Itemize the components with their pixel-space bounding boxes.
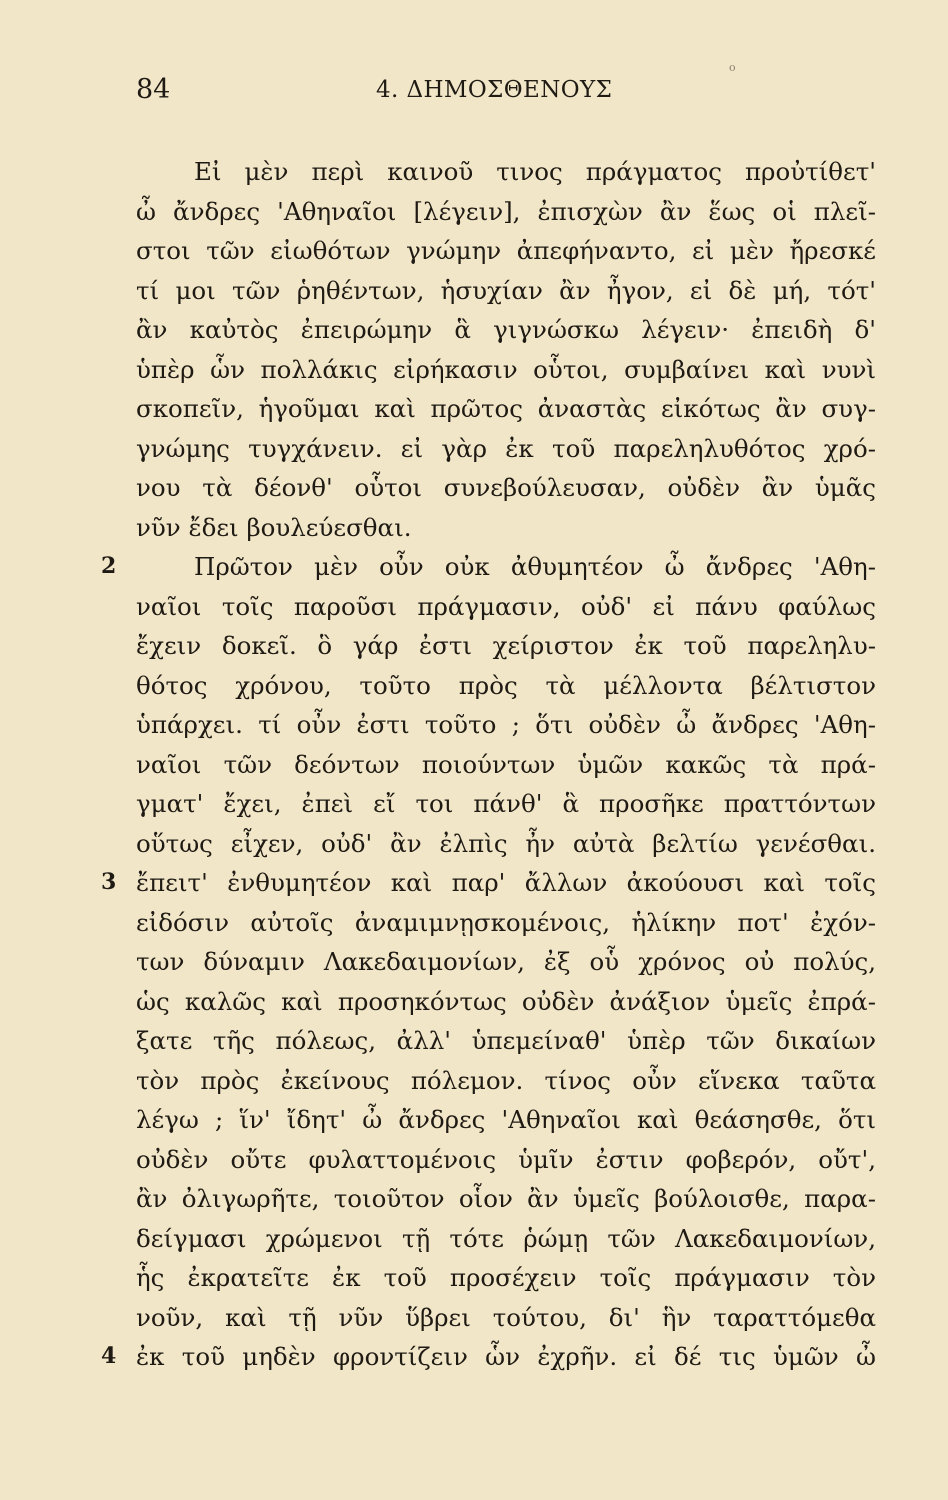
line-text: ἂν ὀλιγωρῆτε, τοιοῦτον οἷον ἂν ὑμεῖς βούλοισθε, παρα- [136, 1184, 876, 1213]
text-line [136, 942, 876, 982]
line-text: ἔχειν δοκεῖ. ὃ γάρ ἐστι χείριστον ἐκ τοῦ παρεληλυ- [136, 631, 876, 660]
text-line [136, 231, 876, 271]
text-line [136, 824, 876, 864]
text-line [136, 666, 876, 706]
line-text: νῦν ἔδει βουλεύεσθαι. [136, 512, 412, 542]
line-text: ναῖοι τῶν δεόντων ποιούντων ὑμῶν κακῶς τὰ πρά- [136, 749, 876, 779]
text-line [136, 982, 876, 1022]
line-text: γνώμης τυγχάνειν. εἰ γὰρ ἐκ τοῦ παρεληλυθότος χρό- [136, 433, 876, 463]
line-text: ἂν καὐτὸς ἐπειρώμην ἃ γιγνώσκω λέγειν· ἐπειδὴ δ' [136, 315, 876, 344]
text-line [136, 1061, 876, 1101]
line-text: ὡς καλῶς καὶ προσηκόντως οὐδὲν ἀνάξιον ὑμεῖς ἐπρά- [136, 986, 876, 1016]
line-text: ὦ ἄνδρες 'Αθηναῖοι [λέγειν], ἐπισχὼν ἂν ἕως οἱ πλεῖ- [136, 196, 876, 226]
text-line [101, 863, 876, 903]
line-text: οὐδὲν οὔτε φυλαττομένοις ὑμῖν ἐστιν φοβερόν, οὔτ', [136, 1144, 876, 1174]
text-line [136, 745, 876, 785]
text-line [136, 429, 876, 469]
section-number: 3 [101, 869, 117, 895]
line-text: νοῦν, καὶ τῇ νῦν ὕβρει τούτου, δι' ἣν ταραττόμεθα [136, 1302, 876, 1332]
text-line [136, 626, 876, 666]
line-text: θότος χρόνου, τοῦτο πρὸς τὰ μέλλοντα βέλτιστον [136, 670, 876, 700]
text-line [136, 1219, 876, 1259]
corner-mark: o [729, 61, 736, 74]
line-text: ἔπειτ' ἐνθυμητέον καὶ παρ' ἄλλων ἀκούουσι καὶ τοῖς [136, 868, 876, 897]
line-text: ἐκ τοῦ μηδὲν φροντίζειν ὧν ἐχρῆν. εἰ δέ τις ὑμῶν ὦ [136, 1342, 876, 1371]
text-line [136, 1298, 876, 1338]
line-text: στοι τῶν εἰωθότων γνώμην ἀπεφήναντο, εἰ μὲν ἤρεσκέ [136, 236, 876, 265]
text-line [136, 705, 876, 745]
line-text: ξατε τῆς πόλεως, ἀλλ' ὑπεμείναθ' ὑπὲρ τῶν δικαίων [136, 1026, 876, 1055]
text-line [136, 1140, 876, 1180]
page-number: 84 [136, 74, 171, 105]
line-text: ναῖοι τοῖς παροῦσι πράγμασιν, οὐδ' εἰ πάνυ φαύλως [136, 591, 876, 621]
body-text [101, 152, 876, 1377]
text-line [136, 468, 876, 508]
text-line [101, 547, 876, 587]
line-text: ὑπάρχει. τί οὖν ἐστι τοῦτο ; ὅτι οὐδὲν ὦ ἄνδρες 'Αθη- [136, 710, 876, 739]
line-text: γματ' ἔχει, ἐπεὶ εἴ τοι πάνθ' ἃ προσῆκε πραττόντων [136, 789, 876, 818]
line-text: δείγμασι χρώμενοι τῇ τότε ῥώμῃ τῶν Λακεδαιμονίων, [136, 1223, 876, 1253]
line-text: οὕτως εἶχεν, οὐδ' ἂν ἐλπὶς ἦν αὐτὰ βελτίω γενέσθαι. [136, 828, 876, 858]
running-head: 4. ΔΗΜΟΣΘΕΝΟΥΣ [376, 77, 613, 103]
text-line [136, 1179, 876, 1219]
text-line [136, 192, 876, 232]
line-text: εἰδόσιν αὐτοῖς ἀναμιμνῃσκομένοις, ἡλίκην ποτ' ἐχόν- [136, 907, 876, 937]
text-line [136, 1258, 876, 1298]
line-text: λέγω ; ἵν' ἴδητ' ὦ ἄνδρες 'Αθηναῖοι καὶ θεάσησθε, ὅτι [136, 1105, 876, 1134]
text-line [136, 903, 876, 943]
line-text: σκοπεῖν, ἡγοῦμαι καὶ πρῶτος ἀναστὰς εἰκότως ἂν συγ- [136, 394, 876, 423]
text-line [136, 1100, 876, 1140]
section-number: 4 [101, 1343, 117, 1369]
text-line [136, 784, 876, 824]
line-text: Πρῶτον μὲν οὖν οὐκ ἀθυμητέον ὦ ἄνδρες 'Αθη- [194, 552, 876, 581]
text-line [136, 508, 876, 548]
line-text: τί μοι τῶν ῥηθέντων, ἡσυχίαν ἂν ἦγον, εἰ δὲ μή, τότ' [136, 275, 876, 305]
line-text: ὑπὲρ ὧν πολλάκις εἰρήκασιν οὗτοι, συμβαίνει καὶ νυνὶ [136, 354, 876, 384]
line-text: των δύναμιν Λακεδαιμονίων, ἐξ οὗ χρόνος οὐ πολύς, [136, 947, 876, 976]
text-line [136, 350, 876, 390]
line-text: νου τὰ δέονθ' οὗτοι συνεβούλευσαν, οὐδὲν ἂν ὑμᾶς [136, 473, 876, 502]
text-line [101, 1337, 876, 1377]
section-number: 2 [101, 553, 117, 579]
text-line [136, 1021, 876, 1061]
line-text: ἧς ἐκρατεῖτε ἐκ τοῦ προσέχειν τοῖς πράγμασιν τὸν [136, 1263, 876, 1292]
text-line [136, 271, 876, 311]
text-line [136, 152, 876, 192]
line-text: Εἰ μὲν περὶ καινοῦ τινος πράγματος προὐτίθετ' [194, 157, 876, 186]
line-text: τὸν πρὸς ἐκείνους πόλεμον. τίνος οὖν εἵνεκα ταῦτα [136, 1065, 876, 1095]
text-line [136, 310, 876, 350]
text-line [136, 587, 876, 627]
text-line [136, 389, 876, 429]
